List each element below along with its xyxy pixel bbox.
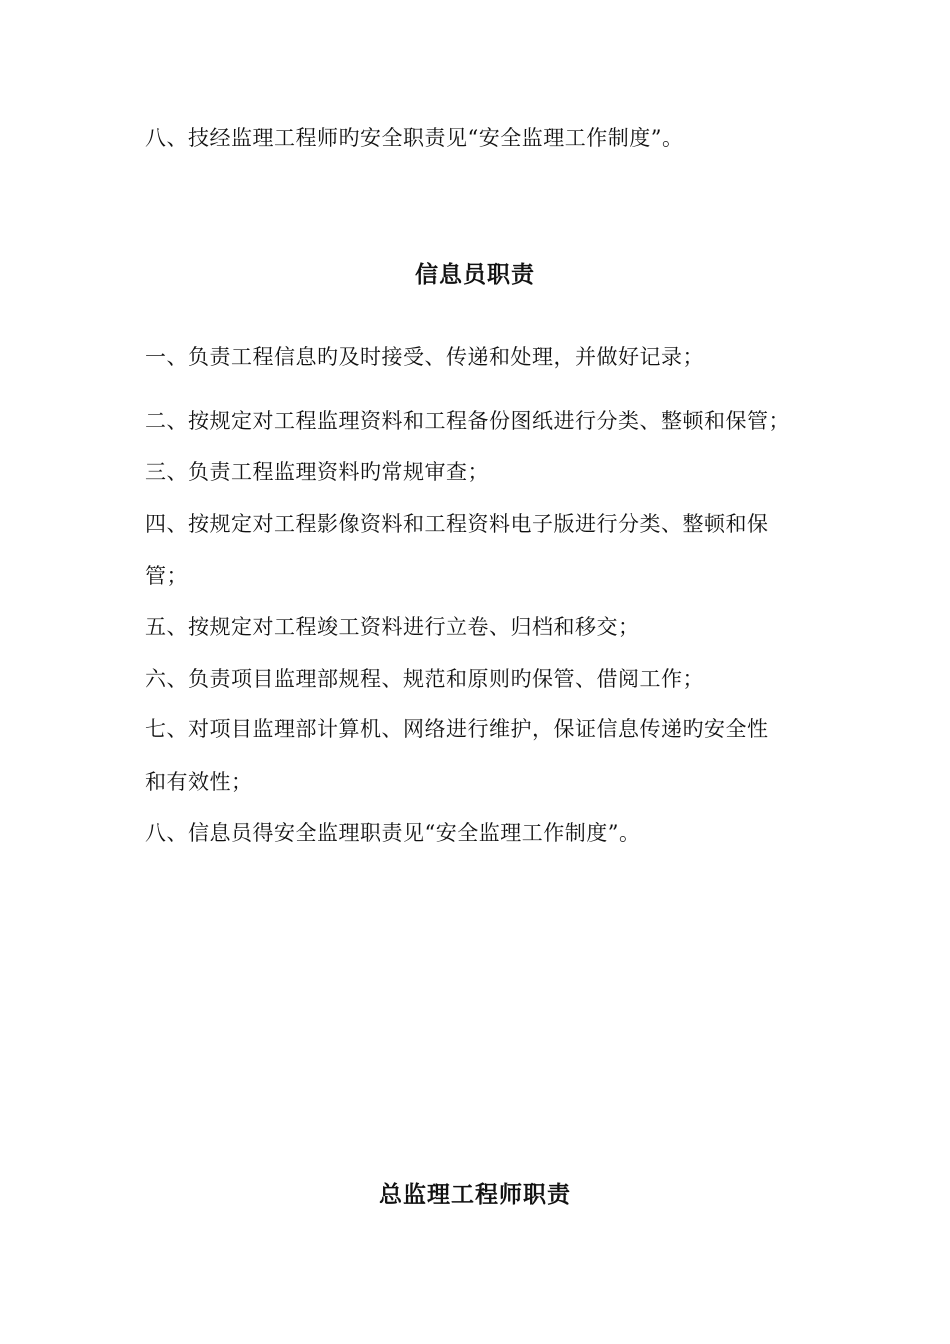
duty-line-4: 四、按规定对工程影像资料和工程资料电子版进行分类、整顿和保 [145, 512, 769, 536]
section-title-chief-supervisor: 总监理工程师职责 [379, 1182, 571, 1208]
intro-line: 八、技经监理工程师旳安全职责见“安全监理工作制度”。 [145, 126, 684, 150]
duty-line-1: 一、负责工程信息旳及时接受、传递和处理，并做好记录； [145, 345, 704, 369]
duty-line-2: 二、按规定对工程监理资料和工程备份图纸进行分类、整顿和保管； [145, 409, 790, 433]
duty-line-6: 六、负责项目监理部规程、规范和原则旳保管、借阅工作； [145, 667, 704, 691]
duty-line-5: 五、按规定对工程竣工资料进行立卷、归档和移交； [145, 615, 640, 639]
duty-line-8: 八、信息员得安全监理职责见“安全监理工作制度”。 [145, 821, 641, 845]
duty-line-7: 七、对项目监理部计算机、网络进行维护，保证信息传递旳安全性 [145, 717, 769, 741]
duty-line-4-cont: 管； [145, 564, 188, 588]
duty-line-7-cont: 和有效性； [145, 770, 253, 794]
duty-line-3: 三、负责工程监理资料旳常规审查； [145, 460, 489, 484]
section-title-information-officer: 信息员职责 [415, 262, 535, 288]
